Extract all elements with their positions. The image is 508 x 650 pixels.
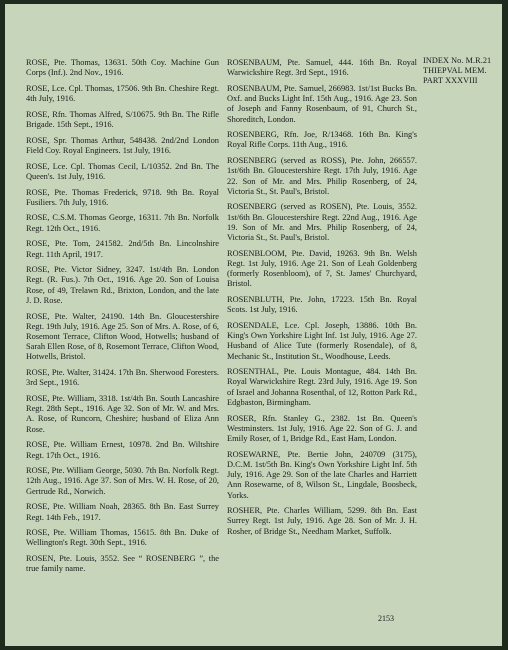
casualty-entry: ROSE, Pte. Victor Sidney, 3247. 1st/4th Bn. London Regt. (R. Fus.). 7th Oct., 1916. Age 20. Son of Louisa Rose, of 49, Trelawn Rd., Brixton, London, and the late J. D. Rose. [26, 265, 219, 305]
casualty-entry: ROSENBERG, Rfn. Joe, R/13468. 16th Bn. King's Royal Rifle Corps. 11th Aug., 1916. [227, 130, 417, 150]
page-number: 2153 [378, 614, 394, 623]
casualty-entry: ROSE, Pte. William Noah, 28365. 8th Bn. East Surrey Regt. 14th Feb., 1917. [26, 502, 219, 522]
casualty-entry: ROSENBLUTH, Pte. John, 17223. 15th Bn. Royal Scots. 1st July, 1916. [227, 295, 417, 315]
casualty-entry: ROSE, C.S.M. Thomas George, 16311. 7th Bn. Norfolk Regt. 12th Oct., 1916. [26, 213, 219, 233]
casualty-entry: ROSENBERG (served as ROSS), Pte. John, 266557. 1st/6th Bn. Gloucestershire Regt. 17th July, 1916. Age 22. Son of Mr. and Mrs. Philip Rosenberg, of 24, Victoria St., St. Paul's, Bristol. [227, 156, 417, 196]
document-page [5, 4, 502, 646]
casualty-entry: ROSENTHAL, Pte. Louis Montague, 484. 14th Bn. Royal Warwickshire Regt. 23rd July, 1916. Age 19. Son of Israel and Johanna Rosenthal, of 12, Rotton Park Rd., Edgbaston, Birmingham. [227, 367, 417, 407]
right-column [227, 58, 417, 542]
casualty-entry: ROSE, Pte. William Thomas, 15615. 8th Bn. Duke of Wellington's Regt. 30th Sept., 1916. [26, 528, 219, 548]
casualty-entry: ROSENBERG (served as ROSEN), Pte. Louis, 3552. 1st/6th Bn. Gloucestershire Regt. 22nd Aug., 1916. Age 19. Son of Mr. and Mrs. Philip Rosenberg, of 24, Victoria St., St. Paul's, Bristol. [227, 202, 417, 243]
casualty-entry: ROSE, Pte. Walter, 24190. 14th Bn. Gloucestershire Regt. 19th July, 1916. Age 25. Son of Mrs. A. Rose, of 6, Rosemont Terrace, Clifton Wood, Hotwells; husband of Sarah Ellen Rose, of 8, Rosemont Terrace, Clifton Wood, Hotwells, Bristol. [26, 311, 219, 362]
casualty-entry: ROSHER, Pte. Charles William, 5299. 8th Bn. East Surrey Regt. 1st July, 1916. Age 28. Son of Mr. J. H. Rosher, of Bridge St., Needham Market, Suffolk. [227, 506, 417, 536]
part-number: PART XXXVIII [423, 76, 478, 85]
casualty-entry: ROSEWARNE, Pte. Bertie John, 240709 (3175), D.C.M. 1st/5th Bn. King's Own Yorkshire Light Inf. 5th July, 1916. Age 29. Son of the late Charles and Harriett Ann Rosewarne, of 8, Wilson St., Lingdale, Boosbeck, Yorks. [227, 449, 417, 500]
memorial-name: THIEPVAL MEM. [423, 66, 487, 75]
casualty-entry: ROSENBAUM, Pte. Samuel, 444. 16th Bn. Royal Warwickshire Regt. 3rd Sept., 1916. [227, 58, 417, 78]
index-header [423, 56, 503, 86]
casualty-entry: ROSE, Pte. Thomas Frederick, 9718. 9th Bn. Royal Fusiliers. 7th July, 1916. [26, 187, 219, 207]
left-column [26, 58, 219, 580]
casualty-entry: ROSER, Rfn. Stanley G., 2382. 1st Bn. Queen's Westminsters. 1st July, 1916. Age 22. Son of G. J. and Emily Roser, of 1, Bridge Rd., East Ham, London. [227, 413, 417, 443]
casualty-entry: ROSE, Lce. Cpl. Thomas, 17506. 9th Bn. Cheshire Regt. 4th July, 1916. [26, 83, 219, 104]
casualty-entry: ROSENBAUM, Pte. Samuel, 266983. 1st/1st Bucks Bn. Oxf. and Bucks Light Inf. 15th Aug., 1916. Age 23. Son of Joseph and Fanny Rosenbaum, of 91, Church St., Shoreditch, London. [227, 83, 417, 124]
casualty-entry: ROSENDALE, Lce. Cpl. Joseph, 13886. 10th Bn. King's Own Yorkshire Light Inf. 1st July, 1916. Age 27. Husband of Alice Tute (formerly Rosendale), of 8, Mechanic St., Institution St., Woodhouse, Leeds. [227, 320, 417, 361]
casualty-entry: ROSEN, Pte. Louis, 3552. See “ ROSENBERG ”, the true family name. [26, 554, 219, 574]
casualty-entry: ROSE, Pte. William Ernest, 10978. 2nd Bn. Wiltshire Regt. 17th Oct., 1916. [26, 440, 219, 460]
casualty-entry: ROSE, Lce. Cpl. Thomas Cecil, L/10352. 2nd Bn. The Queen's. 1st July, 1916. [26, 161, 219, 181]
index-number: INDEX No. M.R.21 [423, 56, 492, 65]
casualty-entry: ROSE, Spr. Thomas Arthur, 548438. 2nd/2nd London Field Coy. Royal Engineers. 1st July, 1916. [26, 135, 219, 155]
casualty-entry: ROSE, Rfn. Thomas Alfred, S/10675. 9th Bn. The Rifle Brigade. 15th Sept., 1916. [26, 109, 219, 130]
casualty-entry: ROSE, Pte. Thomas, 13631. 50th Coy. Machine Gun Corps (Inf.). 2nd Nov., 1916. [26, 58, 219, 78]
casualty-entry: ROSE, Pte. William George, 5030. 7th Bn. Norfolk Regt. 12th Aug., 1916. Age 37. Son of Mrs. W. H. Rose, of 20, Gertrude Rd., Norwich. [26, 466, 219, 496]
casualty-entry: ROSE, Pte. Tom, 241582. 2nd/5th Bn. Lincolnshire Regt. 11th April, 1917. [26, 239, 219, 259]
casualty-entry: ROSE, Pte. Walter, 31424. 17th Bn. Sherwood Foresters. 3rd Sept., 1916. [26, 368, 219, 388]
casualty-entry: ROSENBLOOM, Pte. David, 19263. 9th Bn. Welsh Regt. 1st July, 1916. Age 21. Son of Leah Goldenberg (formerly Rosenbloom), of 7, St. James' Churchyard, Bristol. [227, 248, 417, 289]
casualty-entry: ROSE, Pte. William, 3318. 1st/4th Bn. South Lancashire Regt. 28th Sept., 1916. Age 32. Son of Mr. W. and Mrs. A. Rose, of Runcorn, Cheshire; husband of Eliza Ann Rose. [26, 393, 219, 434]
